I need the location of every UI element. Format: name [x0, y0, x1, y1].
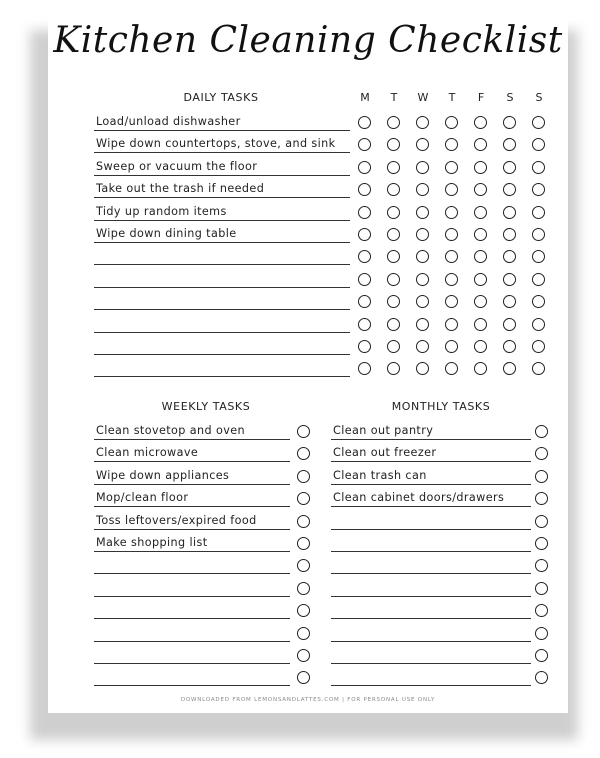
weekly-task-row [94, 552, 290, 574]
footer-note: DOWNLOADED FROM LEMONSANDLATTES.COM | FOR PERSONAL USE ONLY [180, 697, 436, 703]
daily-checkbox-w[interactable] [416, 161, 429, 174]
daily-checkbox-m[interactable] [358, 340, 371, 353]
daily-checkbox-s[interactable] [503, 206, 516, 219]
daily-checkbox-s[interactable] [532, 295, 545, 308]
daily-checkbox-t[interactable] [387, 161, 400, 174]
daily-checkbox-s[interactable] [503, 183, 516, 196]
weekly-task-row [94, 463, 290, 485]
daily-checkbox-f[interactable] [474, 318, 487, 331]
daily-task-row [94, 199, 350, 221]
daily-task-row [94, 243, 350, 265]
daily-checkbox-s[interactable] [532, 340, 545, 353]
daily-checkbox-s[interactable] [532, 318, 545, 331]
task-label: Wipe down countertops, stove, and sink [96, 137, 336, 151]
task-line [94, 685, 290, 686]
monthly-checkbox[interactable] [535, 671, 548, 684]
weekly-tasks-heading: WEEKLY TASKS [161, 400, 251, 413]
daily-task-row [94, 311, 350, 333]
daily-task-row [94, 154, 350, 176]
weekly-task-row [94, 440, 290, 462]
daily-checkbox-s[interactable] [503, 250, 516, 263]
daily-checkbox-f[interactable] [474, 183, 487, 196]
daily-task-row [94, 131, 350, 153]
monthly-task-row [331, 620, 531, 642]
daily-task-row [94, 333, 350, 355]
monthly-task-row [331, 552, 531, 574]
task-label: Toss leftovers/expired food [96, 513, 257, 527]
daily-checkbox-s[interactable] [532, 183, 545, 196]
monthly-checkbox[interactable] [535, 447, 548, 460]
daily-checkbox-m[interactable] [358, 295, 371, 308]
monthly-checkbox[interactable] [535, 627, 548, 640]
daily-checkbox-t[interactable] [387, 206, 400, 219]
weekly-checkbox[interactable] [297, 447, 310, 460]
daily-checkbox-m[interactable] [358, 228, 371, 241]
task-label: Clean out pantry [333, 424, 434, 437]
daily-checkbox-t[interactable] [387, 295, 400, 308]
daily-checkbox-t[interactable] [387, 183, 400, 196]
weekly-checkbox[interactable] [297, 671, 310, 684]
daily-checkbox-w[interactable] [416, 138, 429, 151]
task-label: Mop/clean floor [96, 491, 189, 505]
daily-checkbox-t[interactable] [387, 250, 400, 263]
monthly-checkbox[interactable] [535, 537, 548, 550]
task-label: Tidy up random items [96, 204, 227, 218]
daily-checkbox-w[interactable] [416, 340, 429, 353]
checklist-page [48, 8, 568, 713]
daily-checkbox-f[interactable] [474, 138, 487, 151]
daily-checkbox-m[interactable] [358, 138, 371, 151]
weekly-task-row [94, 418, 290, 440]
weekday-label: T [448, 91, 456, 104]
task-label: Wipe down appliances [96, 468, 230, 482]
daily-checkbox-s[interactable] [503, 340, 516, 353]
weekly-task-row [94, 597, 290, 619]
daily-checkbox-t[interactable] [387, 138, 400, 151]
daily-checkbox-t[interactable] [445, 250, 458, 263]
weekly-checkbox[interactable] [297, 649, 310, 662]
daily-checkbox-w[interactable] [416, 250, 429, 263]
task-label: Clean cabinet doors/drawers [333, 491, 505, 505]
weekday-label: S [535, 91, 543, 104]
daily-checkbox-t[interactable] [445, 206, 458, 219]
monthly-task-row [331, 597, 531, 619]
monthly-task-row [331, 463, 531, 485]
daily-checkbox-s[interactable] [532, 116, 545, 129]
daily-checkbox-m[interactable] [358, 161, 371, 174]
daily-checkbox-t[interactable] [445, 161, 458, 174]
daily-checkbox-w[interactable] [416, 228, 429, 241]
weekly-task-row [94, 508, 290, 530]
monthly-checkbox[interactable] [535, 492, 548, 505]
monthly-checkbox[interactable] [535, 425, 548, 438]
task-label: Clean microwave [96, 446, 199, 460]
daily-checkbox-f[interactable] [474, 116, 487, 129]
daily-checkbox-s[interactable] [532, 138, 545, 151]
daily-checkbox-t[interactable] [445, 183, 458, 196]
monthly-checkbox[interactable] [535, 582, 548, 595]
task-label: Make shopping list [96, 536, 208, 549]
daily-checkbox-m[interactable] [358, 116, 371, 129]
daily-checkbox-s[interactable] [503, 138, 516, 151]
daily-checkbox-f[interactable] [474, 161, 487, 174]
daily-checkbox-m[interactable] [358, 318, 371, 331]
daily-checkbox-m[interactable] [358, 362, 371, 375]
daily-checkbox-t[interactable] [445, 295, 458, 308]
monthly-checkbox[interactable] [535, 604, 548, 617]
daily-checkbox-s[interactable] [503, 318, 516, 331]
task-label: Sweep or vacuum the floor [96, 159, 258, 173]
daily-checkbox-m[interactable] [358, 273, 371, 286]
daily-checkbox-f[interactable] [474, 362, 487, 375]
weekly-task-row [94, 620, 290, 642]
weekly-checkbox[interactable] [297, 470, 310, 483]
daily-task-row [94, 109, 350, 131]
daily-checkbox-w[interactable] [416, 362, 429, 375]
daily-checkbox-f[interactable] [474, 250, 487, 263]
task-label: Load/unload dishwasher [96, 115, 241, 128]
daily-checkbox-m[interactable] [358, 206, 371, 219]
task-label: Clean stovetop and oven [96, 424, 245, 437]
monthly-task-row [331, 642, 531, 664]
daily-checkbox-t[interactable] [445, 362, 458, 375]
daily-checkbox-f[interactable] [474, 295, 487, 308]
monthly-task-row [331, 664, 531, 686]
daily-checkbox-t[interactable] [387, 340, 400, 353]
daily-checkbox-s[interactable] [503, 295, 516, 308]
daily-checkbox-s[interactable] [503, 273, 516, 286]
daily-checkbox-t[interactable] [387, 228, 400, 241]
weekly-checkbox[interactable] [297, 425, 310, 438]
daily-task-row [94, 355, 350, 377]
task-label: Take out the trash if needed [96, 182, 265, 196]
daily-tasks-heading: DAILY TASKS [183, 91, 259, 104]
weekly-checkbox[interactable] [297, 492, 310, 505]
daily-checkbox-f[interactable] [474, 206, 487, 219]
weekday-label: M [360, 91, 370, 104]
daily-checkbox-f[interactable] [474, 340, 487, 353]
daily-task-row [94, 176, 350, 198]
monthly-checkbox[interactable] [535, 470, 548, 483]
monthly-task-row [331, 508, 531, 530]
daily-checkbox-t[interactable] [387, 362, 400, 375]
weekly-task-row [94, 642, 290, 664]
daily-checkbox-s[interactable] [503, 228, 516, 241]
daily-checkbox-w[interactable] [416, 318, 429, 331]
daily-checkbox-t[interactable] [387, 116, 400, 129]
daily-checkbox-s[interactable] [503, 161, 516, 174]
monthly-tasks-heading: MONTHLY TASKS [391, 400, 491, 413]
weekly-checkbox[interactable] [297, 537, 310, 550]
daily-checkbox-s[interactable] [532, 206, 545, 219]
daily-checkbox-w[interactable] [416, 273, 429, 286]
daily-checkbox-m[interactable] [358, 250, 371, 263]
weekday-label: T [390, 91, 398, 104]
daily-checkbox-w[interactable] [416, 116, 429, 129]
daily-checkbox-s[interactable] [532, 273, 545, 286]
daily-checkbox-t[interactable] [387, 318, 400, 331]
daily-checkbox-w[interactable] [416, 183, 429, 196]
weekday-label: S [506, 91, 514, 104]
daily-checkbox-w[interactable] [416, 295, 429, 308]
daily-checkbox-s[interactable] [503, 116, 516, 129]
monthly-checkbox[interactable] [535, 559, 548, 572]
task-label: Clean trash can [333, 468, 427, 482]
weekly-checkbox[interactable] [297, 604, 310, 617]
daily-checkbox-t[interactable] [445, 116, 458, 129]
daily-checkbox-s[interactable] [532, 250, 545, 263]
daily-checkbox-m[interactable] [358, 183, 371, 196]
monthly-checkbox[interactable] [535, 515, 548, 528]
weekly-task-row [94, 530, 290, 552]
weekday-label: W [417, 91, 429, 104]
monthly-task-row [331, 530, 531, 552]
daily-task-row [94, 266, 350, 288]
weekly-task-row [94, 575, 290, 597]
daily-checkbox-f[interactable] [474, 228, 487, 241]
monthly-task-row [331, 418, 531, 440]
task-label: Wipe down dining table [96, 227, 237, 240]
daily-checkbox-s[interactable] [503, 362, 516, 375]
daily-checkbox-t[interactable] [445, 340, 458, 353]
daily-checkbox-t[interactable] [387, 273, 400, 286]
daily-checkbox-s[interactable] [532, 362, 545, 375]
task-line [94, 376, 350, 377]
monthly-task-row [331, 485, 531, 507]
weekly-checkbox[interactable] [297, 582, 310, 595]
weekly-checkbox[interactable] [297, 515, 310, 528]
daily-checkbox-t[interactable] [445, 318, 458, 331]
daily-checkbox-s[interactable] [532, 228, 545, 241]
task-label: Clean out freezer [333, 446, 437, 460]
monthly-task-row [331, 440, 531, 462]
weekly-checkbox[interactable] [297, 559, 310, 572]
page-title: Kitchen Cleaning Checklist [53, 20, 563, 61]
daily-checkbox-w[interactable] [416, 206, 429, 219]
daily-checkbox-t[interactable] [445, 273, 458, 286]
daily-task-row [94, 288, 350, 310]
daily-checkbox-f[interactable] [474, 273, 487, 286]
daily-checkbox-t[interactable] [445, 138, 458, 151]
task-line [331, 685, 531, 686]
weekly-task-row [94, 485, 290, 507]
monthly-checkbox[interactable] [535, 649, 548, 662]
monthly-task-row [331, 575, 531, 597]
weekly-task-row [94, 664, 290, 686]
weekday-label: F [477, 91, 485, 104]
daily-checkbox-t[interactable] [445, 228, 458, 241]
daily-task-row [94, 221, 350, 243]
daily-checkbox-s[interactable] [532, 161, 545, 174]
weekly-checkbox[interactable] [297, 627, 310, 640]
